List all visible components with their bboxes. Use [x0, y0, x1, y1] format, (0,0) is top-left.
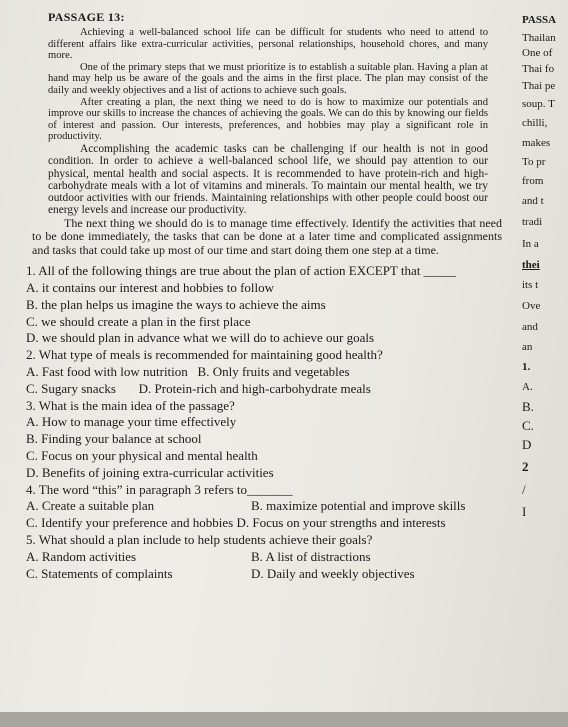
- paragraph-4: Accomplishing the academic tasks can be challenging if our health is not in good condition. In order to achieve a well-balanced school life, we should pay attention to our physical, mental health and social aspects. It is recommended to have protein-rich and high- carbohydrate meals with a lot of vitamins and minerals. To maintain our mental health, we try outdoor activities with our friends. Maintaining relationships with other people could boost our energy levels and increase our productivity.: [48, 142, 488, 217]
- cutoff-line: Thai fo: [522, 63, 555, 75]
- cutoff-line: makes: [522, 137, 551, 149]
- question-stem: 2. What type of meals is recommended for maintaining good health?: [26, 347, 383, 363]
- passage-title: PASSAGE 13:: [48, 10, 125, 24]
- cutoff-line: Thailan: [522, 32, 556, 44]
- question-list: [26, 263, 505, 582]
- option-b[interactable]: B. Finding your balance at school: [26, 431, 202, 447]
- option-d[interactable]: D. we should plan in advance what we will do to achieve our goals: [26, 330, 375, 346]
- cutoff-line: I: [522, 504, 527, 519]
- cutoff-line: To pr: [522, 156, 546, 168]
- cutoff-line: tradi: [522, 216, 543, 228]
- cutoff-line: 2: [522, 459, 529, 474]
- cutoff-line: 1.: [522, 361, 531, 373]
- option-d[interactable]: D. Benefits of joining extra-curricular activities: [26, 464, 274, 480]
- cutoff-line: In a: [522, 238, 539, 250]
- cutoff-line: an: [522, 341, 533, 353]
- answer-blank[interactable]: _____: [423, 263, 457, 279]
- option-a[interactable]: A. it contains our interest and hobbies to follow: [26, 280, 275, 296]
- question-stem: 3. What is the main idea of the passage?: [26, 397, 235, 413]
- cutoff-line: Ove: [522, 300, 541, 312]
- cutoff-line: thei: [522, 259, 540, 271]
- question-3: [26, 398, 505, 482]
- option-b[interactable]: B. the plan helps us imagine the ways to achieve the aims: [26, 296, 326, 312]
- cutoff-line: Thai pe: [522, 80, 556, 92]
- cutoff-line: its t: [522, 279, 539, 291]
- cutoff-line: chilli,: [522, 117, 548, 129]
- passage-body: [32, 27, 502, 257]
- paragraph-2: One of the primary steps that we must prioritize is to establish a suitable plan. Having a plan at hand may help us be aware of the goals and the aims in the first place. The plan may consist of the daily and weekly objectives and a list of actions to achieve such goals.: [48, 61, 488, 96]
- option-a[interactable]: A. Create a suitable plan: [26, 498, 155, 514]
- passage-column: [10, 10, 505, 582]
- cutoff-line: B.: [522, 399, 534, 414]
- answer-blank[interactable]: _______: [247, 481, 293, 497]
- option-b[interactable]: B. maximize potential and improve skills: [251, 498, 466, 514]
- cutoff-line: from: [522, 175, 544, 187]
- option-d[interactable]: D. Focus on your strengths and interests: [236, 515, 446, 531]
- cutoff-line: C.: [522, 418, 534, 433]
- option-a[interactable]: A. How to manage your time effectively: [26, 414, 237, 430]
- question-stem: 1. All of the following things are true about the plan of action EXCEPT that: [26, 263, 421, 279]
- next-page-column-cutoff: [522, 10, 568, 523]
- option-c[interactable]: C. Identify your preference and hobbies: [26, 515, 234, 531]
- option-b[interactable]: B. Only fruits and vegetables: [197, 364, 350, 379]
- paragraph-1: Achieving a well-balanced school life can be difficult for students who need to attend to different affairs like extra-curricular activities, personal relationships, household chores, and many more.: [48, 27, 488, 62]
- option-b[interactable]: B. A list of distractions: [251, 548, 371, 564]
- question-stem: 4. The word “this” in paragraph 3 refers to: [26, 481, 248, 497]
- cutoff-line: PASSA: [522, 14, 557, 26]
- option-c[interactable]: C. we should create a plan in the first place: [26, 313, 251, 329]
- cutoff-line: and t: [522, 195, 544, 207]
- option-c[interactable]: C. Statements of complaints: [26, 565, 173, 581]
- desk-background-strip: [0, 712, 568, 727]
- cutoff-line: soup. T: [522, 98, 555, 110]
- question-4: [26, 482, 505, 532]
- cutoff-line: /: [522, 482, 526, 497]
- paragraph-3: After creating a plan, the next thing we need to do is how to maximize our potentials and improve our skills to increase the chances of achieving the goals. We can do this by knowing our fields of interest and passion. Our interests, preferences, and hobbies may play a significant role in productivity.: [48, 96, 488, 143]
- question-1: [26, 263, 505, 347]
- question-stem: 5. What should a plan include to help students achieve their goals?: [26, 531, 373, 547]
- cutoff-line: A.: [522, 381, 533, 393]
- cutoff-line: D: [522, 437, 532, 452]
- option-d[interactable]: D. Daily and weekly objectives: [251, 565, 415, 581]
- question-2: [26, 347, 505, 397]
- question-5: [26, 532, 505, 582]
- paragraph-5: The next thing we should do is to manage time effectively. Identify the activities that need to be done immediately, the tasks that can be done at a later time and complicated assignments and tasks that could take up most of our time and start doing them one step at a time.: [32, 215, 502, 257]
- option-c[interactable]: C. Sugary snacks: [26, 380, 116, 396]
- option-c[interactable]: C. Focus on your physical and mental health: [26, 447, 258, 463]
- option-a[interactable]: A. Fast food with low nutrition: [26, 364, 188, 379]
- option-a[interactable]: A. Random activities: [26, 548, 137, 564]
- option-d[interactable]: D. Protein-rich and high-carbohydrate meals: [138, 380, 371, 396]
- cutoff-line: and: [522, 321, 538, 333]
- cutoff-line: One of: [522, 47, 553, 59]
